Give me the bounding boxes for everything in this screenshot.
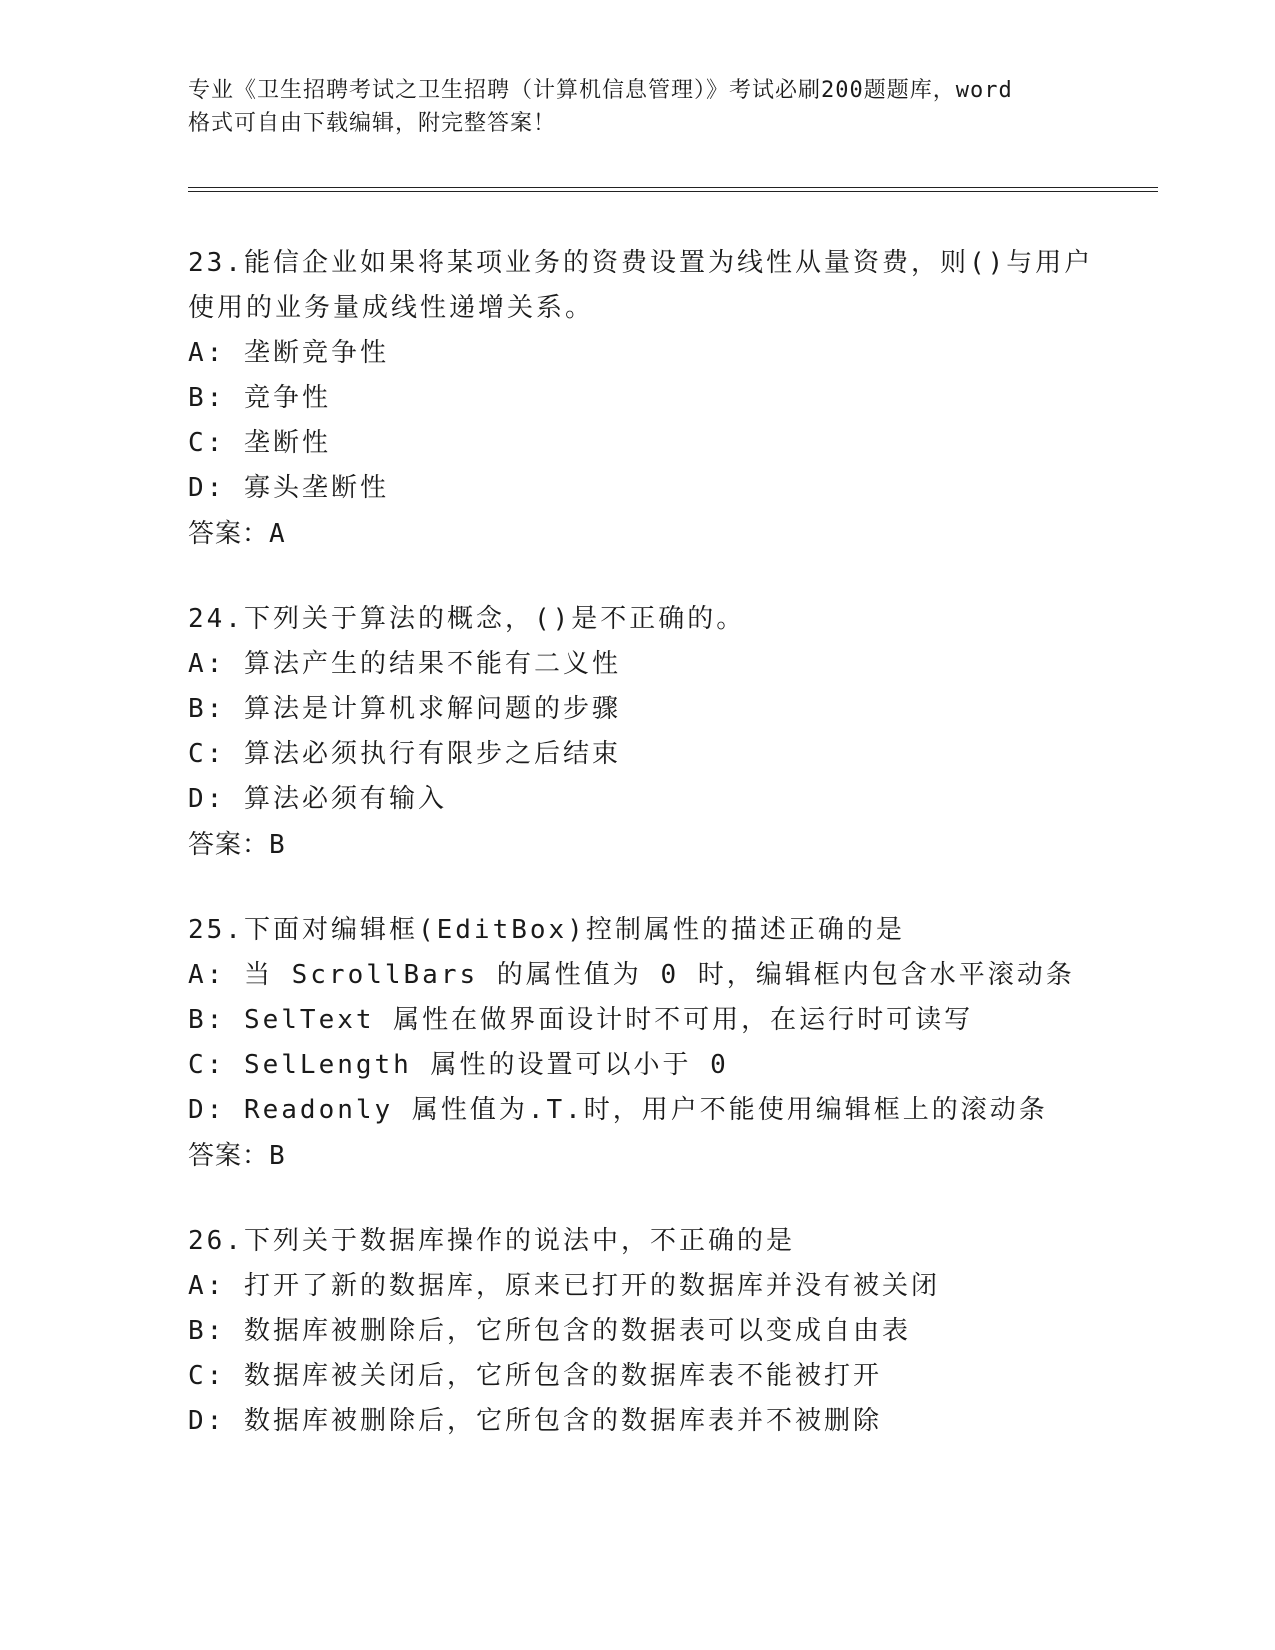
question-23 — [188, 241, 1158, 557]
header-line-1: 专业《卫生招聘考试之卫生招聘（计算机信息管理）》考试必刷200题题库，word — [188, 78, 1013, 103]
answer-value: A — [269, 519, 286, 549]
option-d: D: 数据库被删除后，它所包含的数据库表并不被删除 — [188, 1406, 882, 1436]
answer-label: 答案： — [188, 1141, 270, 1171]
document-page — [188, 74, 1158, 1484]
option-c: C: 垄断性 — [188, 428, 331, 458]
option-a: A: 打开了新的数据库，原来已打开的数据库并没有被关闭 — [188, 1271, 940, 1301]
option-b: B: SelText 属性在做界面设计时不可用，在运行时可读写 — [188, 1005, 974, 1035]
option-d: D: 寡头垄断性 — [188, 473, 389, 503]
option-d: D: Readonly 属性值为.T.时，用户不能使用编辑框上的滚动条 — [188, 1095, 1048, 1125]
option-c: C: 数据库被关闭后，它所包含的数据库表不能被打开 — [188, 1361, 882, 1391]
question-24 — [188, 597, 1158, 868]
question-stem: 24.下列关于算法的概念，()是不正确的。 — [188, 604, 746, 634]
question-stem: 26.下列关于数据库操作的说法中，不正确的是 — [188, 1226, 795, 1256]
option-a: A: 算法产生的结果不能有二义性 — [188, 649, 621, 679]
question-26 — [188, 1219, 1158, 1444]
document-header — [188, 74, 1158, 140]
option-b: B: 竞争性 — [188, 383, 331, 413]
answer — [188, 822, 1158, 868]
header-line-2: 格式可自由下载编辑，附完整答案！ — [188, 111, 557, 136]
option-c: C: 算法必须执行有限步之后结束 — [188, 739, 621, 769]
question-stem: 23.能信企业如果将某项业务的资费设置为线性从量资费，则()与用户 — [188, 248, 1094, 278]
answer-label: 答案： — [188, 519, 270, 549]
answer-value: B — [269, 1141, 286, 1171]
answer — [188, 1133, 1158, 1179]
option-a: A: 垄断竞争性 — [188, 338, 389, 368]
answer — [188, 511, 1158, 557]
option-b: B: 算法是计算机求解问题的步骤 — [188, 694, 621, 724]
answer-label: 答案： — [188, 830, 270, 860]
option-a: A: 当 ScrollBars 的属性值为 0 时，编辑框内包含水平滚动条 — [188, 960, 1075, 990]
option-b: B: 数据库被删除后，它所包含的数据表可以变成自由表 — [188, 1316, 911, 1346]
question-stem: 使用的业务量成线性递增关系。 — [188, 293, 595, 323]
question-stem: 25.下面对编辑框(EditBox)控制属性的描述正确的是 — [188, 915, 905, 945]
header-divider — [188, 187, 1158, 192]
question-list — [188, 241, 1158, 1444]
question-25 — [188, 908, 1158, 1179]
option-c: C: SelLength 属性的设置可以小于 0 — [188, 1050, 729, 1080]
option-d: D: 算法必须有输入 — [188, 784, 447, 814]
answer-value: B — [269, 830, 286, 860]
